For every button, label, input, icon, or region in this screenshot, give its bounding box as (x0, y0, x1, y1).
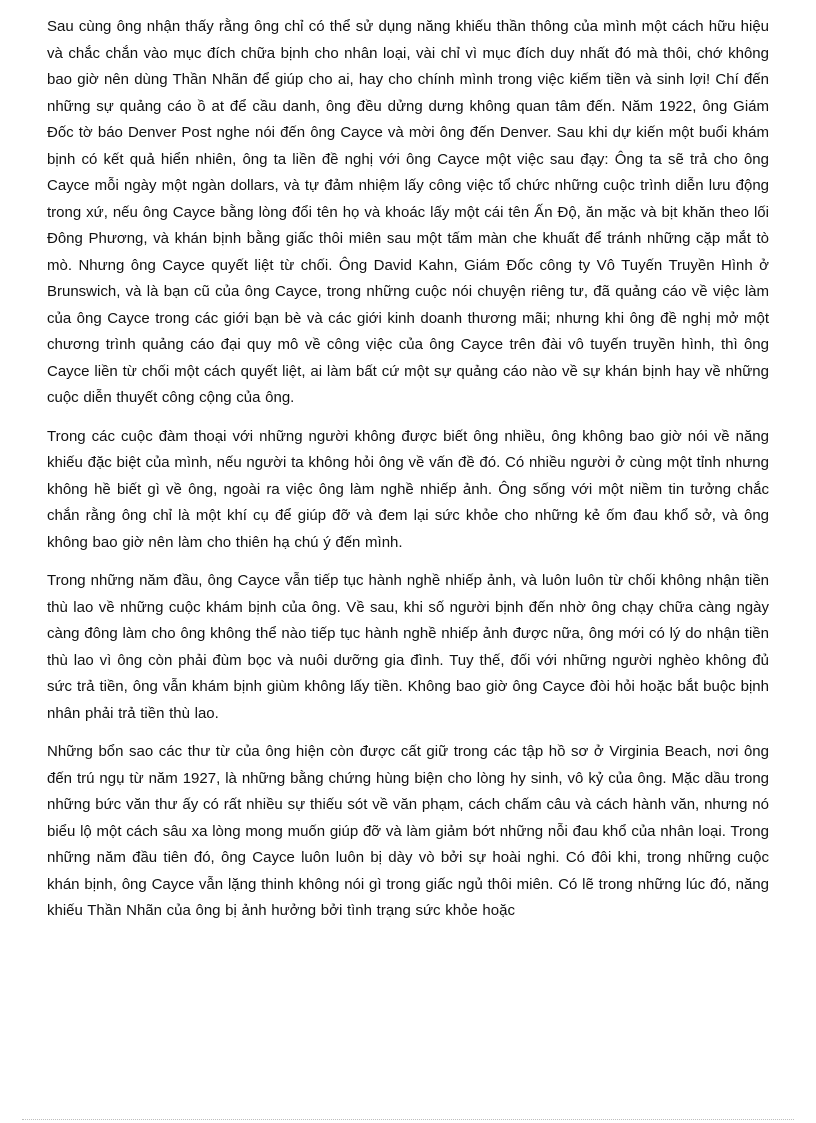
body-paragraph-1: Sau cùng ông nhận thấy rằng ông chỉ có thể sử dụng năng khiếu thần thông của mình một cách hữu hiệu và chắc chắn vào mục đích chữa bịnh cho nhân loại, vài chỉ vì mục đích duy nhất đó mà thôi, chớ không bao giờ nên dùng Thần Nhãn để giúp cho ai, hay cho chính mình trong việc kiếm tiền và sinh lợi! Chí đến những sự quảng cáo ồ at để cầu danh, ông đều dửng dưng không quan tâm đến. Năm 1922, ông Giám Đốc tờ báo Denver Post nghe nói đến ông Cayce và mời ông đến Denver. Sau khi dự kiến một buổi khám bịnh có kết quả hiển nhiên, ông ta liền đề nghị với ông Cayce một việc sau đạy: Ông ta sẽ trả cho ông Cayce mỗi ngày một ngàn dollars, và tự đảm nhiệm lấy công việc tổ chức những cuộc trình diễn lưu động trong xứ, nếu ông Cayce bằng lòng đổi tên họ và khoác lấy một cái tên Ấn Độ, ăn mặc và bịt khăn theo lối Đông Phương, và khán bịnh bằng giấc thôi miên sau một tấm màn che khuất để tránh những cặp mắt tò mò. Nhưng ông Cayce quyết liệt từ chối. Ông David Kahn, Giám Đốc công ty Vô Tuyến Truyền Hình ở Brunswich, và là bạn cũ của ông Cayce, trong những cuộc nói chuyện riêng tư, đã quảng cáo về việc làm của ông Cayce trong các giới bạn bè và các giới kinh doanh thương mãi; nhưng khi ông đề nghị mở một chương trình quảng cáo đại quy mô về công việc của ông Cayce trên đài vô tuyến truyền hình, thì ông Cayce liền từ chối một cách quyết liệt, ai làm bất cứ một sự quảng cáo nào về sự khán bịnh hay về những cuộc diễn thuyết công cộng của ông. (47, 18, 769, 406)
body-paragraph-4: Những bổn sao các thư từ của ông hiện còn được cất giữ trong các tập hồ sơ ở Virginia Beach, nơi ông đến trú ngụ từ năm 1927, là những bằng chứng hùng biện cho lòng hy sinh, vô kỷ của ông. Mặc dầu trong những bức văn thư ấy có rất nhiều sự thiếu sót về văn phạm, cách chấm câu và cách hành văn, nhưng nó biểu lộ một cách sâu xa lòng mong muốn giúp đỡ và làm giảm bớt những nỗi đau khổ của nhân loại. Trong những năm đầu tiên đó, ông Cayce luôn luôn bị dày vò bởi sự hoài nghi. Có đôi khi, trong những cuộc khán bịnh, ông Cayce vẫn lặng thinh không nói gì trong giấc ngủ thôi miên. Có lẽ trong những lúc đó, năng khiếu Thần Nhãn của ông bị ảnh hưởng bởi tình trạng sức khỏe hoặc (47, 743, 769, 919)
page-bottom-divider (22, 1119, 794, 1120)
body-paragraph-3: Trong những năm đầu, ông Cayce vẫn tiếp tục hành nghề nhiếp ảnh, và luôn luôn từ chối không nhận tiền thù lao về những cuộc khám bịnh của ông. Về sau, khi số người bịnh đến nhờ ông chạy chữa càng ngày càng đông làm cho ông không thể nào tiếp tục hành nghề nhiếp ảnh được nữa, ông mới có lý do nhận tiền thù lao vì ông còn phải đùm bọc và nuôi dưỡng gia đình. Tuy thế, đối với những người nghèo không đủ sức trả tiền, ông vẫn khám bịnh giùm không lấy tiền. Không bao giờ ông Cayce đòi hỏi hoặc bắt buộc bịnh nhân phải trả tiền thù lao. (47, 572, 769, 722)
body-paragraph-2: Trong các cuộc đàm thoại với những người không được biết ông nhiều, ông không bao giờ nói về năng khiếu đặc biệt của mình, nếu người ta không hỏi ông về vấn đề đó. Có nhiều người ở cùng một tỉnh nhưng không hề biết gì về ông, ngoài ra việc ông làm nghề nhiếp ảnh. Ông sống với một niềm tin tưởng chắc chắn rằng ông chỉ là một khí cụ để giúp đỡ và đem lại sức khỏe cho những kẻ ốm đau khổ sở, và ông không bao giờ nên làm cho thiên hạ chú ý đến mình. (47, 427, 769, 551)
document-page (47, 14, 769, 925)
